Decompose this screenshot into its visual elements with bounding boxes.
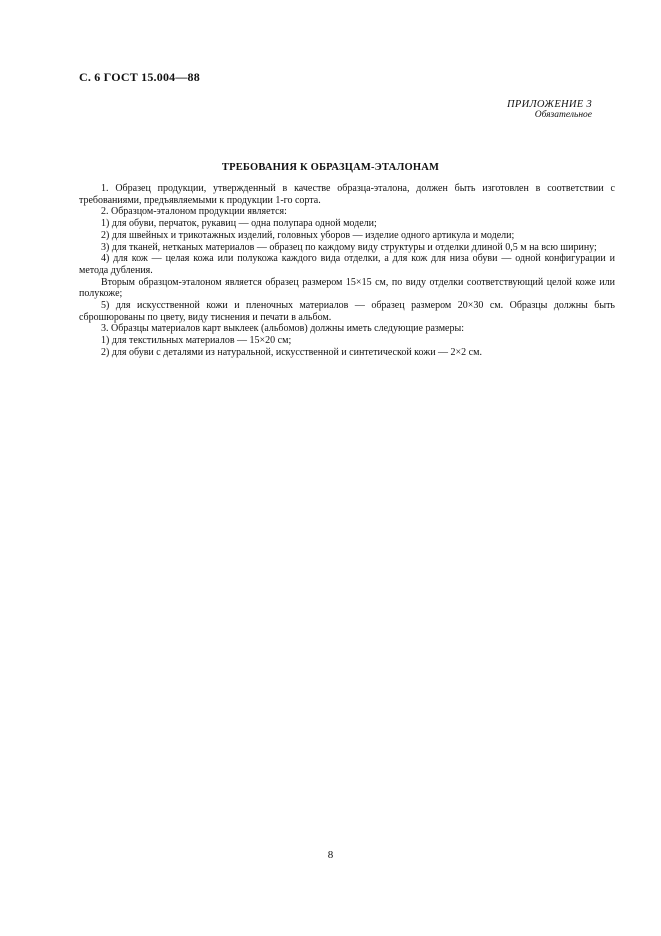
paragraph: 1) для обуви, перчаток, рукавиц — одна полупара одной модели;	[101, 218, 377, 230]
appendix-subtitle: Обязательное	[534, 110, 592, 120]
paragraph: 1. Образец продукции, утвержденный в качестве образца-эталона, должен быть изготовлен в соответствии с требованиями, предъявляемыми к продукции 1-го сорта.	[79, 183, 615, 206]
paragraph: Вторым образцом-эталоном является образец размером 15×15 см, по виду отделки соответствующий целой коже или полукоже;	[79, 276, 615, 300]
appendix-label	[507, 99, 592, 121]
paragraph: 1) для текстильных материалов — 15×20 см;	[101, 335, 292, 347]
page-number: 8	[327, 849, 334, 861]
paragraph: 4) для кож — целая кожа или полукожа каждого вида отделки, а для кож для низа обуви — одной конфигурации и метода дубления.	[79, 253, 615, 276]
paragraph: 2) для швейных и трикотажных изделий, головных уборов — изделие одного артикула и модели;	[101, 229, 515, 241]
body-text	[79, 183, 615, 359]
paragraph: 5) для искусственной кожи и пленочных материалов — образец размером 20×30 см. Образцы должны быть сброшюрованы по цвету, виду тиснения и печати в альбом.	[79, 300, 615, 323]
paragraph: 3. Образцы материалов карт выклеек (альбомов) должны иметь следующие размеры:	[101, 323, 464, 335]
document-title: ТРЕБОВАНИЯ К ОБРАЗЦАМ-ЭТАЛОНАМ	[221, 162, 440, 173]
paragraph: 3) для тканей, нетканых материалов — образец по каждому виду структуры и отделки длиной 0,5 м на всю ширину;	[101, 241, 597, 253]
page-header: С. 6 ГОСТ 15.004—88	[79, 70, 200, 84]
paragraph: 2) для обуви с деталями из натуральной, искусственной и синтетической кожи — 2×2 см.	[101, 346, 482, 358]
appendix-title: ПРИЛОЖЕНИЕ 3	[507, 99, 592, 110]
paragraph: 2. Образцом-эталоном продукции является:	[101, 206, 287, 218]
